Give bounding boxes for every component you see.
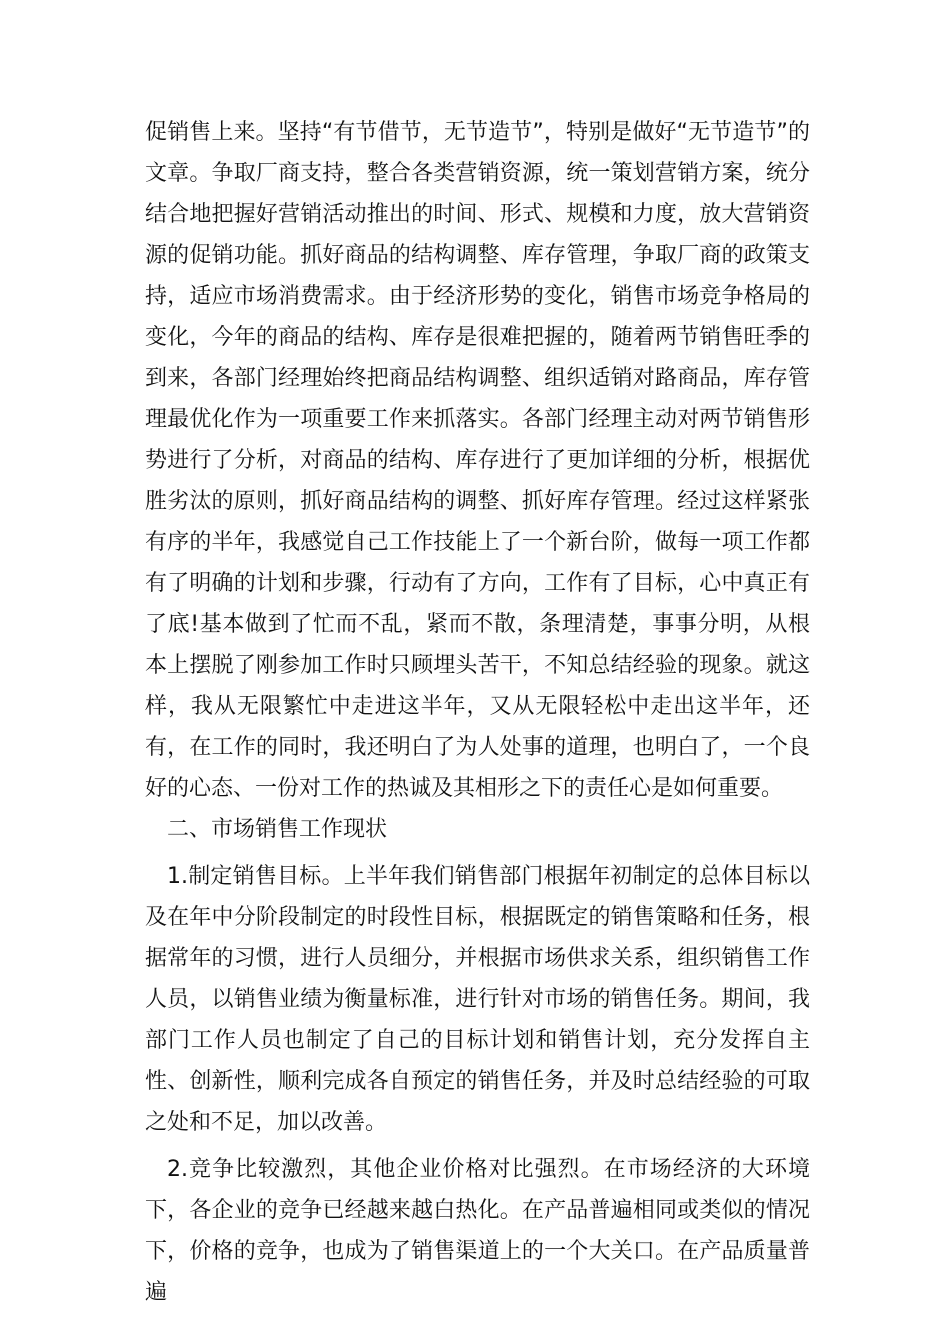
body-paragraph: 促销售上来。坚持“有节借节，无节造节”，特别是做好“无节造节”的文章。争取厂商支持，整合各类营销资源，统一策划营销方案，统分结合地把握好营销活动推出的时间、形式、规模和力度，放大营销资源的促销功能。抓好商品的结构调整、库存管理，争取厂商的政策支持，适应市场消费需求。由于经济形势的变化，销售市场竞争格局的变化，今年的商品的结构、库存是很难把握的，随着两节销售旺季的到来，各部门经理始终把商品结构调整、组织适销对路商品，库存管理最优化作为一项重要工作来抓落实。各部门经理主动对两节销售形势进行了分析，对商品的结构、库存进行了更加详细的分析，根据优胜劣汰的原则，抓好商品结构的调整、抓好库存管理。经过这样紧张有序的半年，我感觉自己工作技能上了一个新台阶，做每一项工作都有了明确的计划和步骤，行动有了方向，工作有了目标，心中真正有了底!基本做到了忙而不乱，紧而不散，条理清楚，事事分明，从根本上摆脱了刚参加工作时只顾埋头苦干，不知总结经验的现象。就这样，我从无限繁忙中走进这半年，又从无限轻松中走出这半年，还有，在工作的同时，我还明白了为人处事的道理，也明白了，一个良好的心态、一份对工作的热诚及其相形之下的责任心是如何重要。: [145, 120, 810, 801]
document-body: [145, 112, 810, 1313]
section-heading: 二、市场销售工作现状: [167, 817, 388, 842]
numbered-paragraph-1: 1.制定销售目标。上半年我们销售部门根据年初制定的总体目标以及在年中分阶段制定的时段性目标，根据既定的销售策略和任务，根据常年的习惯，进行人员细分，并根据市场供求关系，组织销售工作人员，以销售业绩为衡量标准，进行针对市场的销售任务。期间，我部门工作人员也制定了自己的目标计划和销售计划，充分发挥自主性、创新性，顺利完成各自预定的销售任务，并及时总结经验的可取之处和不足，加以改善。: [145, 864, 810, 1135]
numbered-paragraph-2: 2.竞争比较激烈，其他企业价格对比强烈。在市场经济的大环境下，各企业的竞争已经越来越白热化。在产品普遍相同或类似的情况下，价格的竞争，也成为了销售渠道上的一个大关口。在产品质量普遍: [145, 1157, 810, 1305]
